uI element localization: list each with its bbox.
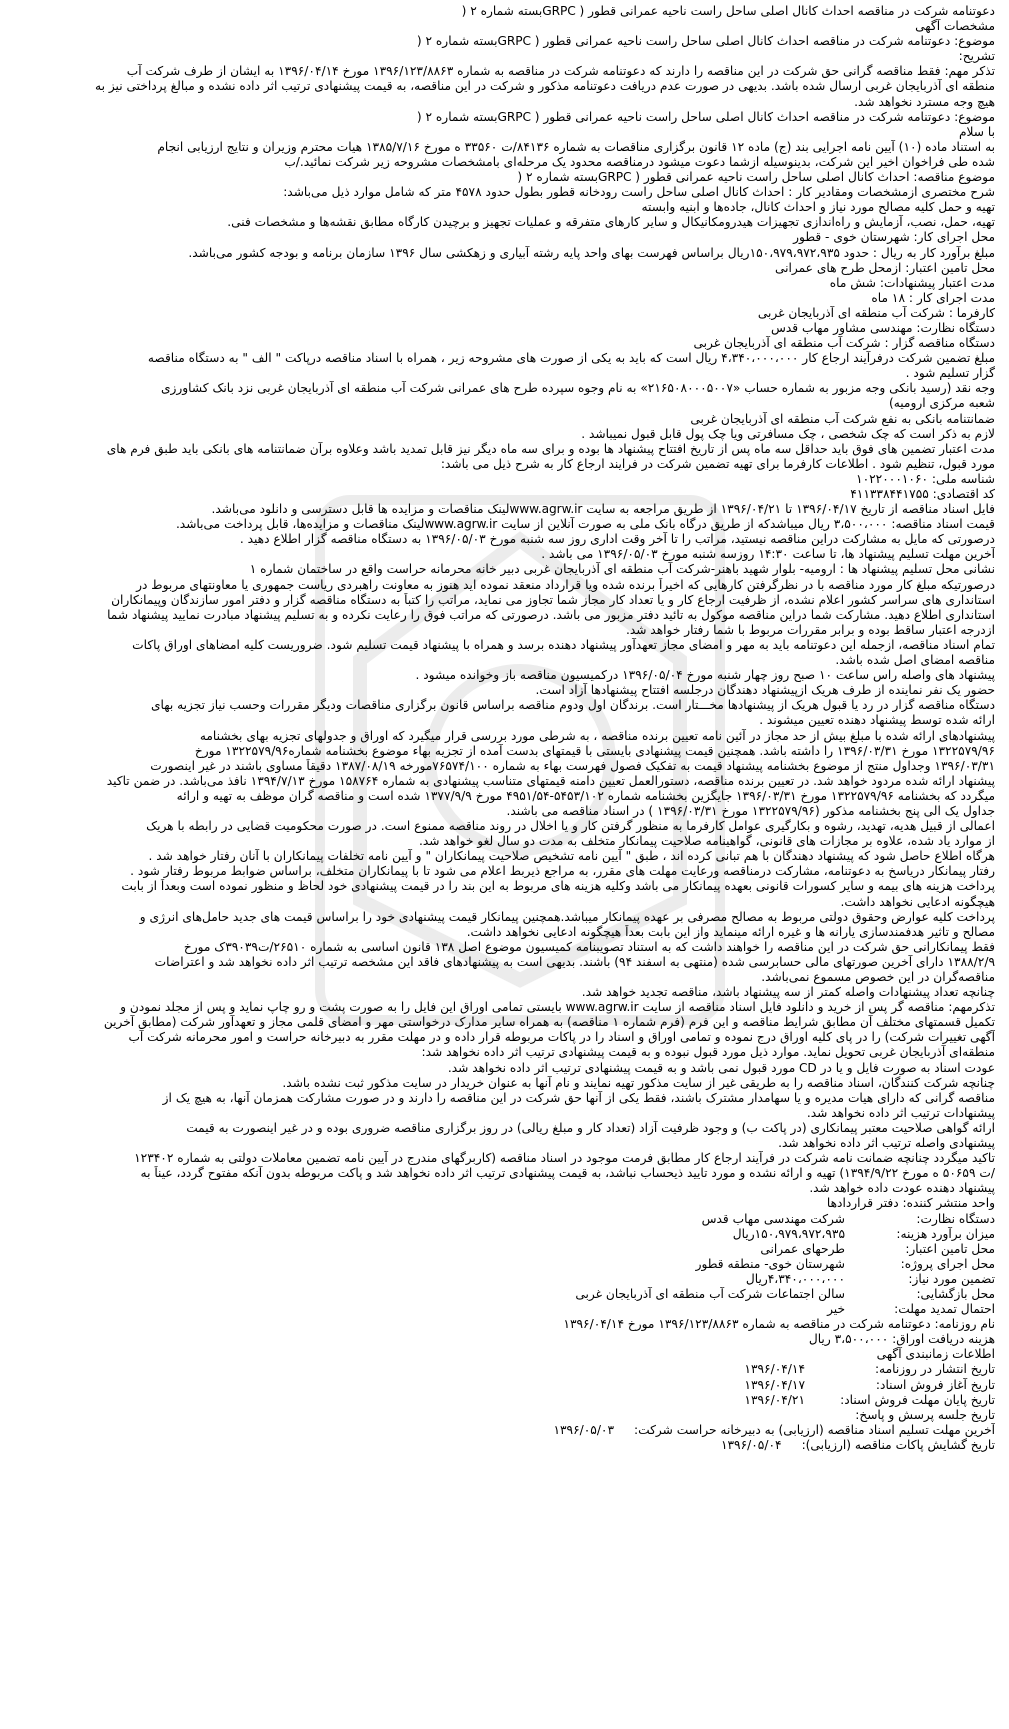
document-line: پیشنهاد ارائه شده مردود خواهد شد. در تعیین برنده مناقصه، دستورالعمل تعیین دامنه قیمتهای متناسب پیشنهادی به شماره ۱۵۸۷۶۴ مورخ ۱۳۹۴/۷/۱۳ نافذ می‌باشد. در ضمن تاکید xyxy=(106,773,995,788)
document-line: آگهی تغییرات شرکت) را در پای کلیه اوراق درج نموده و تمامی اوراق و اسناد را در پاکات مربوطه قرار داده و در مهلت مقرر به دبیرخانه حراست و امور محرمانه شرکت آب xyxy=(128,1030,995,1045)
detail-row xyxy=(14,1362,995,1377)
document-line: ارائه گواهی صلاحیت معتبر پیمانکاری (در پاکت ب) و وجود ظرفیت آزاد (تعداد کار و مبلغ ریالی) در روز برگزاری مناقصه ضروری بوده و در غیر اینصورت به قیمت xyxy=(186,1120,995,1135)
document-line: تاکید میگردد چنانچه ضمانت نامه شرکت در فرآیند ارجاع کار مطابق فرمت موجود در اسناد مناقصه (کاربرگهای مندرج در آیین نامه تضمین معاملات دولتی به شماره ۱۲۳۴۰۲ xyxy=(134,1151,995,1166)
document-line: واحد منتشر کننده: دفتر قراردادها xyxy=(826,1196,995,1211)
detail-label: تاریخ گشایش پاکات مناقصه (ارزیابی): xyxy=(801,1437,995,1452)
document-line: تهیه و حمل کلیه مصالح مورد نیاز و احداث کانال، جاده‌ها و ابنیه وابسته xyxy=(641,200,995,215)
document-line: پرداخت کلیه عوارض وحقوق دولتی مربوط به مصالح مصرفی بر عهده پیمانکار میباشد.همچنین پیمانکار قیمت پیشنهادی خود را براساس قیمت های جدید حامل‌های انرژی و xyxy=(139,909,995,924)
document-line: چنانچه تعداد پیشنهادات واصله کمتر از سه پیشنهاد باشد، مناقصه تجدید خواهد شد. xyxy=(581,985,995,1000)
detail-label: تاریخ انتشار در روزنامه: xyxy=(874,1362,995,1377)
document-line: دستگاه نظارت: مهندسی مشاور مهاب قدس xyxy=(771,320,995,335)
detail-label: تاریخ جلسه پرسش و پاسخ: xyxy=(855,1407,995,1422)
document-line: مدت اعتبار پیشنهادات: شش ماه xyxy=(829,275,995,290)
document-line: منطقه ای آذربایجان غربی ارسال شده باشد. بدیهی در صورت عدم دریافت دعوتنامه مذکور و شرکت در این مناقصه، به قیمت پیشنهادی ترتیب اثر داده نشده و مبالغ پرداختی نیز به xyxy=(95,79,995,94)
document-line: تشریح: xyxy=(958,49,995,64)
newspaper-info xyxy=(14,1317,995,1362)
detail-value: شهرستان خوی- منطقه قطور xyxy=(695,1256,845,1271)
document-line: شده طی فراخوان اخیر این شرکت، بدینوسیله ازشما دعوت میشود درمناقصه محدود یک مرحله‌ای بامشخصات مشروحه زیر شرکت نمائید./ب xyxy=(284,154,995,169)
document-line: پیشنهاد های واصله راس ساعت ۱۰ صبح روز چهار شنبه مورخ ۱۳۹۶/۰۵/۰۴ درکمیسیون مناقصه باز وخوانده میشود . xyxy=(415,668,995,683)
document-line: پیشنهادات ترتیب اثر داده نخواهد شد. xyxy=(806,1105,995,1120)
document-line: هیچ وجه مسترد نخواهد شد. xyxy=(854,94,995,109)
document-line: فقط پیمانکارانی حق شرکت در این مناقصه را خواهند داشت که به استناد تصویبنامه کمیسیون موضوع اصل ۱۳۸ قانون اساسی به شماره ۲۶۵۱۰/ت۳۹۰۳۹ک مورخ xyxy=(183,939,995,954)
document-line: لازم به ذکر است که چک شخصی ، چک مسافرتی ویا چک پول قابل قبول نمیباشد . xyxy=(581,426,995,441)
document-line: به استناد ماده (۱۰) آیین نامه اجرایی بند (ج) ماده ۱۲ قانون برگزاری مناقصات به شماره ۸۴۱۳۶/ت ۳۳۵۶۰ ه مورخ ۱۳۸۵/۷/۱۶ هیات محترم وزیران و نتایج ارزیابی انجام xyxy=(157,139,995,154)
document-line: پیشنهاد دهنده عودت داده خواهد شد. xyxy=(809,1181,995,1196)
document-line: درصورتی که مایل به مشارکت دراین مناقصه نیستید، مراتب را تا آخر وقت اداری روز سه شنبه مورخ ۱۳۹۶/۰۵/۰۳ به دستگاه مناقصه گزار اطلاع دهید . xyxy=(239,532,995,547)
newspaper-line: هزینه دریافت اوراق: ۳،۵۰۰،۰۰۰ ریال xyxy=(808,1332,995,1347)
document-line: منطقه‌ای آذربایجان غربی تحویل نماید. موارد ذیل مورد قبول نبوده و به قیمت پیشنهادی ترتیب اثر داده نخواهد شد: xyxy=(421,1045,995,1060)
document-line: جداول یک الی پنج بخشنامه مذکور (۱۳۲۲۵۷۹/۹۶ مورخ ۱۳۹۶/۰۳/۳۱ ) در اسناد مناقصه می باشند. xyxy=(506,803,995,818)
document-line: چنانچه شرکت کنندگان، اسناد مناقصه را به طریقی غیر از سایت مذکور تهیه نمایند و نام آنها به عنوان خریدار در سایت مذکور ثبت نشده باشد. xyxy=(282,1075,995,1090)
document-line: دعوتنامه شرکت در مناقصه احداث کانال اصلی ساحل راست ناحیه عمرانی قطور ( GRPCبسته شماره ۲ ( xyxy=(461,4,995,18)
document-line: مدت اعتبار تضمین های فوق باید حداقل سه ماه پس از تاریخ افتتاح پیشنهاد ها بوده و برای سه ماه دیگر نیز قابل تمدید باشد وعلاوه برآن ضمانتنامه های بانکی باید طبق فرم های xyxy=(106,441,995,456)
document-line: دستگاه مناقصه گزار : شرکت آب منطقه ای آذربایجان غربی xyxy=(693,336,995,351)
document-line: فایل اسناد مناقصه از تاریخ ۱۳۹۶/۰۴/۱۷ تا ۱۳۹۶/۰۴/۲۱ از طریق مراجعه به سایت www.agrw.irلینک مناقصات و مزایده ها قابل دسترسی و دانلود می‌باشد. xyxy=(211,502,995,517)
document-line: گزار تسلیم شود . xyxy=(905,366,995,381)
document-line: موضوع مناقصه: احداث کانال اصلی ساحل راست ناحیه عمرانی قطور ( GRPCبسته شماره ۲ ( xyxy=(517,170,995,185)
document-line: ارائه شده توسط پیشنهاد دهنده تعیین میشوند . xyxy=(759,713,995,728)
detail-row xyxy=(14,1272,995,1287)
document-line: تذکر مهم: فقط مناقصه گرانی حق شرکت در این مناقصه را دارند که دعوتنامه شرکت در مناقصه به شماره ۱۳۹۶/۱۲۳/۸۸۶۳ مورخ ۱۳۹۶/۰۴/۱۴ به ایشان از طرف شرکت آب xyxy=(126,64,995,79)
document-line: هرگاه اطلاع حاصل شود که پیشنهاد دهندگان با هم تبانی کرده اند ، طبق " آیین نامه تشخیص صلاحیت پیمانکاران " و آیین نامه تخلفات پیمانکاران با آنان رفتار خواهد شد . xyxy=(148,849,995,864)
detail-value: ۱۳۹۶/۰۵/۰۳ xyxy=(553,1422,615,1437)
document-line: قیمت اسناد مناقصه: ۳،۵۰۰،۰۰۰ ریال میباشدکه از طریق درگاه بانک ملی به صورت آنلاین از سایت www.agrw.irلینک مناقصات و مزایده‌ها، قابل پرداخت می‌باشد. xyxy=(175,517,995,532)
document-line: تذکرمهم: مناقصه گر پس از خرید و دانلود فایل اسناد مناقصه از سایت www.agrw.ir بایستی تمامی اوراق این فایل را به صورت پشت و رو چاپ نماید و پس از مجلد نمودن و xyxy=(120,1000,995,1015)
detail-value: ۴،۳۴۰،۰۰۰،۰۰۰ریال xyxy=(745,1271,845,1286)
document-line: ۱۳۹۶/۰۳/۳۱ وجداول منتج از موضوع بخشنامه پیشنهاد قیمت به تفکیک فصول فهرست بهاء به شماره ۷۶۵۷۴/۱۰۰مورخه ۱۳۸۷/۰۸/۱۹ دقیقاً مساوی باشند در غیر اینصورت xyxy=(150,758,995,773)
document-line: شرح مختصری ازمشخصات ومقادیر کار : احداث کانال اصلی ساحل راست رودخانه قطور بطول حدود ۴۵۷۸ متر که شامل موارد ذیل می‌باشد: xyxy=(283,185,995,200)
document-line: ۱۳۲۲۵۷۹/۹۶ مورخ ۱۳۹۶/۰۳/۳۱ را داشته باشد. همچنین قیمت پیشنهادی بایستی با قیمتهای بدست آمده از تجزیه بهاء موضوع بخشنامه شماره۱۳۲۲۵۷۹/۹۶ مورخ xyxy=(194,743,995,758)
document-line: استانداری اطلاع دهید. مشارکت شما دراین مناقصه موکول به تائید دفتر مزبور می باشد. درصورتی که مراتب فوق را رعایت نکرده و به تسلیم پیشنهاد مبادرت نمایید پیشنهاد شما xyxy=(107,607,995,622)
document-line: محل اجرای کار: شهرستان خوی - قطور xyxy=(793,230,995,245)
detail-label: تاریخ پایان مهلت فروش اسناد: xyxy=(840,1392,995,1407)
document-line: اعمالی از قبیل هدیه، تهدید، رشوه و بکارگیری عوامل کارفرما به منظور گرفتن کار و یا اخلال در روند مناقصه ممنوع است. در صورت محکومیت قضایی در رابطه با هریک xyxy=(146,819,995,834)
detail-value: طرحهای عمرانی xyxy=(760,1241,845,1256)
document-line: /ت ۵۰۶۵۹ ه مورخ ۱۳۹۴/۹/۲۲) تهیه و ارائه نشده و مورد تایید ذیحساب نباشد، به قیمت پیشنهادی ترتیب اثر داده نخواهد شد و پاکت مربوطه بدون آنکه مفتوح گردد، عیناً به xyxy=(140,1166,995,1181)
document-line: کد اقتصادی: ۴۱۱۳۳۸۴۴۱۷۵۵ xyxy=(850,487,995,501)
document-line: پیشنهادی واصله ترتیب اثر داده نخواهد شد. xyxy=(778,1136,995,1151)
document-line: مبلغ تضمین شرکت درفرآیند ارجاع کار ۴،۳۴۰،۰۰۰،۰۰۰ ریال است که باید به یکی از صورت های مشروحه زیر ، همراه با اسناد مناقصه درپاکت " الف " به دستگاه مناقصه xyxy=(147,351,995,366)
document-line: مناقصه امضای اصل شده باشد. xyxy=(835,653,995,668)
detail-row xyxy=(14,1423,995,1438)
document-line: رفتار پیمانکار دریاسخ به دعوتنامه، مشارکت درمناقصه ورعایت مهلت های مقرر، به مراجع ذیربط اعلام می شود تا با پیمانکاران متخلف، براساس ضوابط مربوط رفتار شود . xyxy=(130,864,995,879)
document-line: شعبه مرکزی ارومیه) xyxy=(888,396,995,411)
detail-value: ۱۳۹۶/۰۴/۱۴ xyxy=(744,1362,805,1377)
document-line: مناقصه‌گران در این خصوص مسموع نمی‌باشد. xyxy=(761,970,995,984)
detail-value: ۱۳۹۶/۰۴/۱۷ xyxy=(744,1377,805,1392)
detail-row xyxy=(14,1393,995,1408)
document-line: تهیه، حمل، نصب، آزمایش و راه‌اندازی تجهیزات هیدرومکانیکال و سایر کارهای متفرقه و عملیات تجهیز و برچیدن کارگاه مطابق نقشه‌ها و مشخصات فنی. xyxy=(227,215,995,230)
document-line: محل تامین اعتبار: ازمحل طرح های عمرانی xyxy=(774,260,995,275)
document-line: ازدرجه اعتبار ساقط بوده و برابر مقررات مربوط با شما رفتار خواهد شد. xyxy=(625,622,995,637)
detail-value xyxy=(805,1408,825,1423)
detail-value: سالن اجتماعات شرکت آب منطقه ای آذربایجان غربی xyxy=(575,1286,845,1301)
detail-row xyxy=(14,1408,995,1423)
document-line: مشخصات آگهی xyxy=(915,19,995,34)
detail-label: دستگاه نظارت: xyxy=(916,1211,995,1226)
document-line: دستگاه مناقصه گزار در رد یا قبول هریک از پیشنهادها مخـــتار است. برندگان اول ودوم مناقصه براساس قانون برگزاری مناقصات ودیگر مقررات وحسب نیاز تجزیه بهای xyxy=(150,698,995,713)
detail-label: آخرین مهلت تسلیم اسناد مناقصه (ارزیابی) به دبیرخانه حراست شرکت: xyxy=(634,1422,995,1437)
detail-value: ۱۳۹۶/۰۵/۰۴ xyxy=(720,1437,782,1452)
document-line: میگردد که بخشنامه ۱۳۲۲۵۷۹/۹۶ مورخ ۱۳۹۶/۰۳/۳۱ جایگزین بخشنامه شماره ۵۴۵۳/۱۰۲-۴۹۵۱/۵۴ مورخ ۱۳۷۷/۹/۹ شده است و مناقصه گران موظف به تهیه و ارائه xyxy=(176,788,995,803)
document-line: پیشنهادهای ارائه شده با مبلغ بیش از حد مجاز در آئین نامه تعیین برنده مناقصه ، به شرطی مورد بررسی قرار میگیرد که اوراق و جدولهای تجزیه بهای بخشنامه xyxy=(199,728,995,743)
details-table xyxy=(14,1212,995,1318)
document-line: آخرین مهلت تسلیم پیشنهاد ها، تا ساعت ۱۴:۳۰ روزسه شنبه مورخ ۱۳۹۶/۰۵/۰۳ می باشد . xyxy=(541,547,995,562)
document-line: وجه نقد (رسید بانکی وجه مزبور به شماره حساب «۲۱۶۵۰۸۰۰۰۵۰۰۷» به نام وجوه سپرده طرح های عمرانی شرکت آب منطقه ای آذربایجان غربی نزد بانک کشاورزی xyxy=(160,381,995,396)
detail-row xyxy=(14,1257,995,1272)
document-line: استانداری های سراسر کشور اعلام نشده، از ظرفیت ارجاع کار و یا تعداد کار مجاز شما تجاوز می نماید، مراتب را کتباً به دستگاه مناقصه گزار و دفتر امور سازندگان وپیمانکاران xyxy=(111,592,995,607)
document-line: شناسه ملی: ۱۰۲۲۰۰۰۱۰۶۰ xyxy=(856,471,995,486)
detail-value: خیر xyxy=(827,1302,845,1317)
detail-label: محل تامین اعتبار: xyxy=(905,1241,995,1256)
document-line: مبلغ برآورد کار به ریال : حدود ۱۵۰،۹۷۹،۹۷۲،۹۳۵ریال براساس فهرست بهای واحد پایه رشته آبیاری و زهکشی سال ۱۳۹۶ سازمان برنامه و بودجه کشور می‌باشد. xyxy=(188,245,995,260)
document-line: مناقصه گرانی که دارای هیات مدیره و یا سهامدار مشترک باشند، فقط یکی از آنها حق شرکت در این مناقصه را دارند و در صورت مشارکت همزمان آنها، به هیچ یک از xyxy=(162,1090,995,1105)
detail-row xyxy=(14,1242,995,1257)
document-body xyxy=(14,4,995,1212)
document-line: تمام اسناد مناقصه، ازجمله این دعوتنامه باید به مهر و امضای مجاز تعهدآور پیشنهاد دهنده برسد و همراه با پیشنهاد قیمت تسلیم شود. ضروریست کلیه امضاهای اوراق پاکات xyxy=(132,637,995,652)
document-line: نشانی محل تسلیم پیشنهاد ها : ارومیه- بلوار شهید باهنر-شرکت آب منطقه ای آذربایجان غربی دبیر خانه محرمانه حراست واقع در ساختمان شماره ۱ xyxy=(249,562,995,577)
detail-label: تضمین مورد نیاز: xyxy=(908,1271,995,1286)
schedule-table xyxy=(14,1362,995,1453)
detail-value: شرکت مهندسی مهاب قدس xyxy=(701,1211,845,1226)
detail-value: ۱۳۹۶/۰۴/۲۱ xyxy=(744,1392,805,1407)
document-line: از موارد یاد شده، علاوه بر مجازات های قانونی، گواهینامه صلاحیت پیمانکار متخلف به مدت دو سال لغو خواهد شد. xyxy=(419,834,995,849)
document-line: تکمیل قسمتهای مختلف آن مطابق شرایط مناقصه و این فرم (فرم شماره ۱ مناقصه) به همراه سایر مدارک درخواستی مهر و امضای قلمی مجاز و تعهدآور شرکت (مطابق آخرین xyxy=(103,1015,995,1030)
detail-label: میزان برآورد هزینه: xyxy=(896,1226,995,1241)
document-line: مصالح و تاثیر هدفمندسازی یارانه ها و غیره ارائه مینماید واز این بابت بعداً هیچگونه ادعایی نخواهد داشت. xyxy=(466,924,995,939)
newspaper-line: نام روزنامه: دعوتنامه شرکت در مناقصه به شماره ۱۳۹۶/۱۲۳/۸۸۶۳ مورخ ۱۳۹۶/۰۴/۱۴ xyxy=(563,1317,995,1332)
document-line: کارفرما : شرکت آب منطقه ای آذربایجان غربی xyxy=(757,305,995,320)
detail-row xyxy=(14,1287,995,1302)
detail-label: احتمال تمدید مهلت: xyxy=(894,1302,995,1317)
detail-row xyxy=(14,1302,995,1317)
detail-row xyxy=(14,1438,995,1453)
document-line: درصورتیکه مبلغ کار مورد مناقصه با در نظرگرفتن کارهایی که اخیراً برنده شده ویا قرارداد منعقد نموده اید هنوز به معاونت راهبردی ریاست جمهوری یا معاونتهای مربوط در xyxy=(136,577,995,592)
document-line: ۱۳۸۸/۲/۹ دارای آخرین صورتهای مالی حسابرسی شده (منتهی به اسفند ۹۴) باشند. بدیهی است به پیشنهادهای فاقد این مشخصه ترتیب اثر داده نخواهد شد و اعتراضات xyxy=(154,954,995,969)
document-line: هیچگونه ادعایی نخواهد داشت. xyxy=(840,894,995,909)
document-line: مدت اجرای کار : ۱۸ ماه xyxy=(871,290,995,305)
detail-label: تاریخ آغاز فروش اسناد: xyxy=(875,1377,995,1392)
document-line: موضوع: دعوتنامه شرکت در مناقصه احداث کانال اصلی ساحل راست ناحیه عمرانی قطور ( GRPCبسته شماره ۲ ( xyxy=(416,109,995,124)
detail-row xyxy=(14,1212,995,1227)
document-line: ضمانتنامه بانکی به نفع شرکت آب منطقه ای آذربایجان غربی xyxy=(690,411,995,426)
document-line: عودت اسناد به صورت فایل و یا در CD مورد قبول نمی باشد و به قیمت پیشنهادی ترتیب اثر داده نخواهد شد. xyxy=(447,1060,995,1075)
document-line: با سلام xyxy=(958,124,995,139)
newspaper-line: اطلاعات زمانبندی آگهی xyxy=(876,1347,995,1362)
detail-row xyxy=(14,1227,995,1242)
detail-label: محل اجرای پروژه: xyxy=(900,1256,995,1271)
detail-row xyxy=(14,1378,995,1393)
document-line: موضوع: دعوتنامه شرکت در مناقصه احداث کانال اصلی ساحل راست ناحیه عمرانی قطور ( GRPCبسته شماره ۲ ( xyxy=(416,34,995,49)
document-line: مورد قبول، تنظیم شود . اطلاعات کارفرما برای تهیه تضمین شرکت در فرایند ارجاع کار به شرح ذیل می باشد: xyxy=(440,456,995,471)
detail-label: محل بازگشایی: xyxy=(916,1286,995,1301)
document-line: پرداخت هزینه های بیمه و سایر کسورات قانونی بعهده پیمانکار می باشد وکلیه هزینه های مربوط به این بند را در قیمت پیشنهادی خود لحاظ و منظور نموده است وبعداً از بابت xyxy=(121,879,995,894)
document-line: حضور یک نفر نماینده از طرف هریک ازپیشنهاد دهندگان درجلسه افتتاح پیشنهادها آزاد است. xyxy=(535,683,995,698)
detail-value: ۱۵۰،۹۷۹،۹۷۲،۹۳۵ریال xyxy=(732,1226,845,1241)
